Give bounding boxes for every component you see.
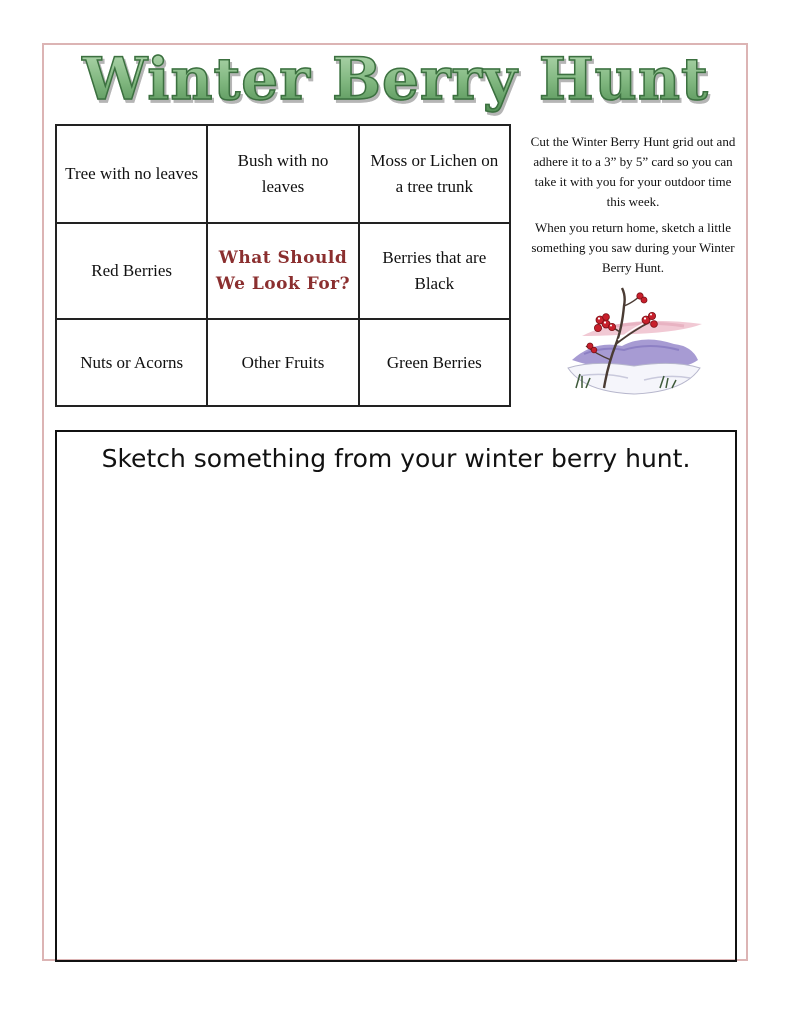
grid-row	[56, 125, 510, 223]
berry-hunt-grid	[55, 124, 511, 407]
grid-center-cell: What Should We Look For?	[207, 223, 358, 319]
instructions	[524, 132, 742, 284]
grid-cell: Red Berries	[56, 223, 207, 319]
sketch-prompt: Sketch something from your winter berry hunt.	[101, 444, 691, 473]
grid-cell: Other Fruits	[207, 319, 358, 406]
grid-cell: Bush with no leaves	[207, 125, 358, 223]
instructions-cut: Cut the Winter Berry Hunt grid out and adhere it to a 3” by 5” card so you can take it with you for your outdoor time this week.	[530, 134, 736, 209]
instructions-sketch: When you return home, sketch a little something you saw during your Winter Berry Hunt.	[531, 220, 735, 275]
grid-cell: Berries that are Black	[359, 223, 510, 319]
grid-cell: Nuts or Acorns	[56, 319, 207, 406]
grid-cell: Green Berries	[359, 319, 510, 406]
grid-row	[56, 223, 510, 319]
grid-row	[56, 319, 510, 406]
winter-scene-icon	[564, 284, 704, 400]
grid-cell: Tree with no leaves	[56, 125, 207, 223]
winter-berry-branch-illustration	[564, 284, 704, 400]
grid-cell: Moss or Lichen on a tree trunk	[359, 125, 510, 223]
sketch-area[interactable]	[55, 430, 737, 962]
page-title: Winter Berry Hunt	[0, 44, 791, 114]
